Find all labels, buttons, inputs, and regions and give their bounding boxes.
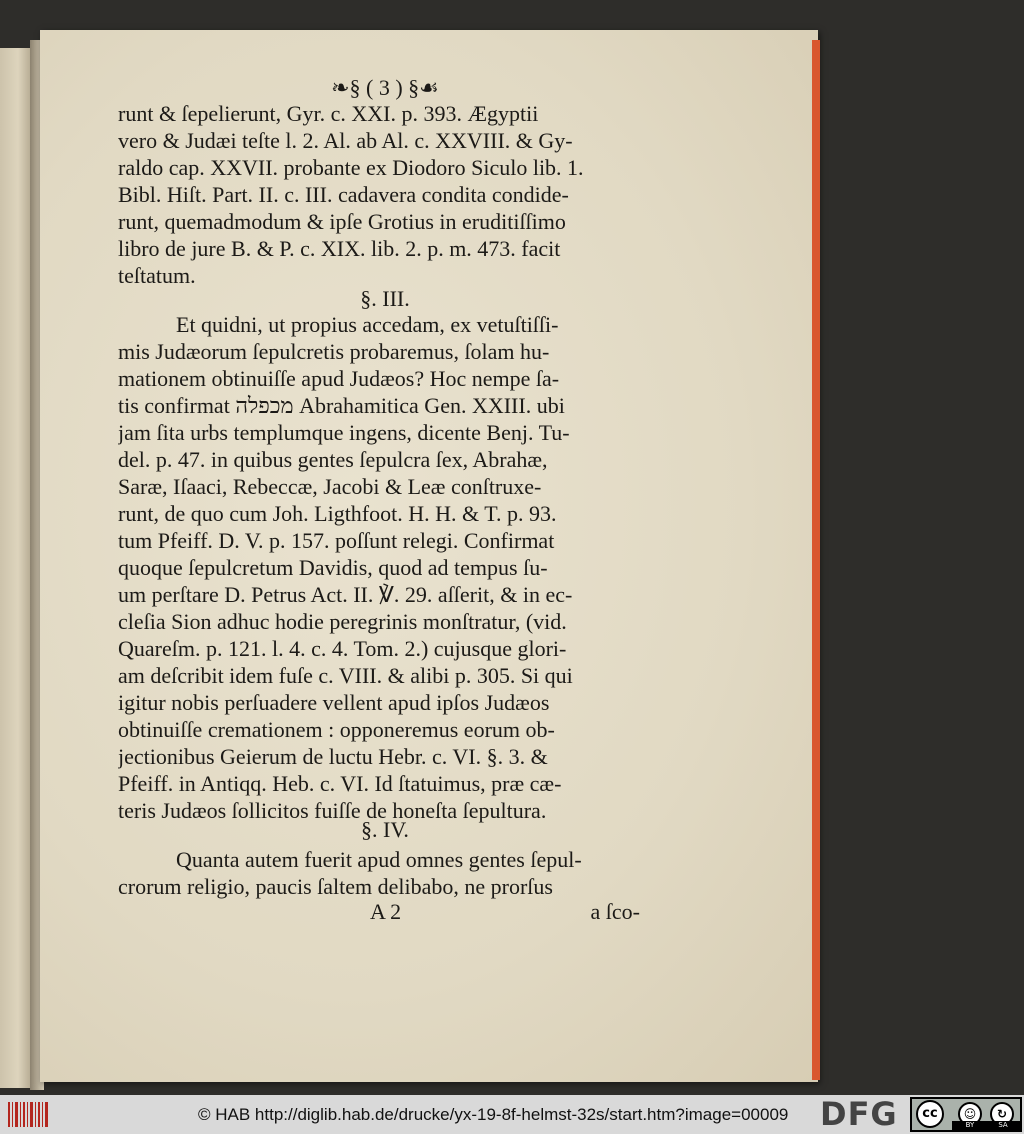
- catchword: a ſco-: [590, 900, 640, 924]
- text-line: Quareſm. p. 121. l. 4. c. 4. Tom. 2.) cujusque glori-: [118, 637, 567, 661]
- text-line: igitur nobis perſuadere vellent apud ipſos Judæos: [118, 691, 550, 715]
- dfg-logo: DFG: [820, 1095, 898, 1133]
- viewer-footer: [0, 1095, 1024, 1134]
- sa-label: SA: [986, 1121, 1020, 1130]
- section-heading: §. IV.: [361, 818, 409, 842]
- page-red-edge: [812, 40, 820, 1080]
- text-line: tis confirmat מכפלה Abrahamitica Gen. XXIII. ubi: [118, 394, 565, 418]
- copyright-link[interactable]: © HAB http://diglib.hab.de/drucke/yx-19-8f-helmst-32s/start.htm?image=00009: [198, 1105, 789, 1124]
- text-line: Et quidni, ut propius accedam, ex vetuſtiſſi-: [176, 313, 559, 337]
- text-line: libro de jure B. & P. c. XIX. lib. 2. p. m. 473. facit: [118, 237, 561, 261]
- section-heading: §. III.: [360, 287, 410, 311]
- text-line: mis Judæorum ſepulcretis probaremus, ſolam hu-: [118, 340, 550, 364]
- text-line: jectionibus Geierum de luctu Hebr. c. VI. §. 3. &: [118, 745, 548, 769]
- text-line: Saræ, Iſaaci, Rebeccæ, Jacobi & Leæ conſtruxe-: [118, 475, 542, 499]
- text-line: runt & ſepelierunt, Gyr. c. XXI. p. 393. Ægyptii: [118, 102, 539, 126]
- text-line: tum Pfeiff. D. V. p. 157. poſſunt relegi. Confirmat: [118, 529, 555, 553]
- text-line: Bibl. Hiſt. Part. II. c. III. cadavera condita condide-: [118, 183, 569, 207]
- signature-line: [370, 900, 640, 924]
- text-line: teris Judæos ſollicitos fuiſſe de honeſta ſepultura.: [118, 799, 547, 823]
- text-line: jam ſita urbs templumque ingens, dicente Benj. Tu-: [118, 421, 570, 445]
- text-line: vero & Judæi teſte l. 2. Al. ab Al. c. XXVIII. & Gy-: [118, 129, 573, 153]
- text-line: obtinuiſſe cremationem : opponeremus eorum ob-: [118, 718, 555, 742]
- share-alike-icon: ↻: [990, 1102, 1014, 1126]
- cc-license-badge[interactable]: [910, 1097, 1022, 1132]
- text-line: mationem obtinuiſſe apud Judæos? Hoc nempe ſa-: [118, 367, 560, 391]
- text-line: cleſia Sion adhuc hodie peregrinis monſtratur, (vid.: [118, 610, 567, 634]
- text-line: raldo cap. XXVII. probante ex Diodoro Siculo lib. 1.: [118, 156, 584, 180]
- text-line: am deſcribit idem fuſe c. VIII. & alibi p. 305. Si qui: [118, 664, 573, 688]
- text-line: Pfeiff. in Antiqq. Heb. c. VI. Id ſtatuimus, præ cæ-: [118, 772, 562, 796]
- attribution-icon: ☺: [958, 1102, 982, 1126]
- text-line: crorum religio, paucis ſaltem delibabo, ne prorſus: [118, 875, 553, 899]
- signature-mark: A 2: [370, 900, 402, 924]
- text-line: teſtatum.: [118, 264, 196, 288]
- left-page-fragment: [0, 48, 30, 1088]
- text-line: del. p. 47. in quibus gentes ſepulcra ſex, Abrahæ,: [118, 448, 548, 472]
- page-header: ❧§ ( 3 ) §☙: [331, 76, 439, 100]
- text-line: Quanta autem fuerit apud omnes gentes ſepul-: [176, 848, 582, 872]
- barcode-icon: [6, 1099, 50, 1130]
- by-label: BY: [952, 1121, 988, 1130]
- cc-icon: cc: [916, 1100, 944, 1128]
- text-line: runt, de quo cum Joh. Ligthfoot. H. H. & T. p. 93.: [118, 502, 557, 526]
- text-line: quoque ſepulcretum Davidis, quod ad tempus ſu-: [118, 556, 548, 580]
- text-line: runt, quemadmodum & ipſe Grotius in eruditiſſimo: [118, 210, 566, 234]
- text-line: um perſtare D. Petrus Act. II. ℣. 29. aſſerit, & in ec-: [118, 583, 573, 607]
